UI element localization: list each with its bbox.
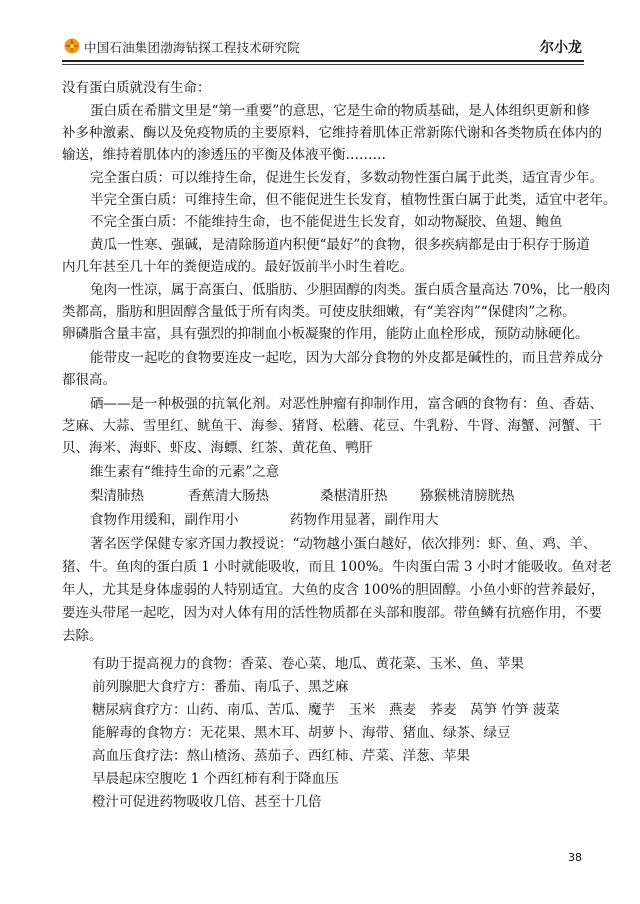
list-item: 糖尿病食疗方：山药、南瓜、苦瓜、魔芋 玉米 燕麦 荞麦 莴笋 竹笋 菠菜: [92, 702, 560, 718]
paragraph-line: 维生素有“维持生命的元素”之意: [90, 464, 280, 480]
paragraph-line: 猪、牛。鱼肉的蛋白质 1 小时就能吸收，而且 100%。牛肉蛋白需 3 小时才能吸收。鱼对老: [62, 559, 612, 575]
food-item-kiwi: 猕猴桃清膀胱热: [420, 488, 515, 504]
list-item: 早晨起床空腹吃 1 个西红柿有利于降血压: [92, 771, 339, 787]
food-item-pear: 梨清肺热: [90, 488, 144, 504]
food-item-mulberry: 桑椹清肝热: [320, 488, 388, 504]
paragraph-line: 黄瓜一性寒、强碱，是清除肠道内积便“最好”的食物，很多疾病都是由于积存于肠道: [90, 237, 590, 253]
comparison-food: 食物作用缓和，副作用小: [90, 512, 239, 528]
paragraph-line: 完全蛋白质：可以维持生命，促进生长发育，多数动物性蛋白属于此类，适宜青少年。: [90, 170, 603, 186]
paragraph-line: 硒——是一种极强的抗氧化剂。对恶性肿瘤有抑制作用，富含硒的食物有：鱼、香菇、: [90, 396, 603, 412]
section-heading: 没有蛋白质就没有生命：: [62, 80, 211, 96]
header-rule-thick: [62, 60, 584, 62]
header-rule-thin: [62, 64, 584, 65]
list-item: 橙汁可促进药物吸收几倍、甚至十几倍: [92, 794, 322, 810]
paragraph-line: 要连头带尾一起吃，因为对人体有用的活性物质都在头部和腹部。带鱼鳞有抗癌作用，不要: [62, 605, 602, 621]
paragraph-line: 内几年甚至几十年的粪便造成的。最好饭前半小时生着吃。: [62, 259, 413, 275]
paragraph-line: 输送，维持着肌体内的渗透压的平衡及体液平衡………: [62, 147, 386, 163]
paragraph-line: 能带皮一起吃的食物要连皮一起吃，因为大部分食物的外皮都是碱性的，而且营养成分: [90, 350, 603, 366]
paragraph-line: 年人，尤其是身体虚弱的人特别适宜。大鱼的皮含 100%的胆固醇。小鱼小虾的营养最好，: [62, 582, 605, 598]
paragraph-line: 兔肉一性凉，属于高蛋白、低脂肪、少胆固醇的肉类。蛋白质含量高达 70%，比一般肉: [90, 282, 611, 298]
petrochina-logo-icon: [62, 36, 82, 54]
paragraph-line: 类都高，脂肪和胆固醇含量低于所有肉类。可使皮肤细嫩，有“美容肉”“保健肉”之称。: [62, 304, 576, 320]
author-name: 尔小龙: [540, 40, 582, 56]
page-number: 38: [568, 851, 582, 864]
paragraph-line: 芝麻、大蒜、雪里红、鱿鱼干、海参、猪肾、松蘑、花豆、牛乳粉、牛肾、海蟹、河蟹、干: [62, 418, 602, 434]
list-item: 能解毒的食物方：无花果、黑木耳、胡萝卜、海带、猪血、绿茶、绿豆: [92, 725, 511, 741]
list-item: 前列腺肥大食疗方：番茄、南瓜子、黑芝麻: [92, 679, 349, 695]
page-header: [62, 34, 584, 58]
paragraph-line: 蛋白质在希腊文里是“第一重要”的意思，它是生命的物质基础，是人体组织更新和修: [90, 103, 590, 119]
organization-name: 中国石油集团渤海钻探工程技术研究院: [84, 40, 300, 55]
paragraph-line: 半完全蛋白质：可维持生命，但不能促进生长发育，植物性蛋白属于此类，适宜中老年。: [90, 192, 617, 208]
paragraph-line: 都很高。: [62, 372, 116, 388]
comparison-medicine: 药物作用显著，副作用大: [290, 512, 439, 528]
paragraph-line: 贝、海米、海虾、虾皮、海螵、红茶、黄花鱼、鸭肝: [62, 440, 373, 456]
paragraph-line: 去除。: [62, 628, 103, 644]
paragraph-line: 不完全蛋白质：不能维持生命，也不能促进生长发育，如动物凝胶、鱼翅、鲍鱼: [90, 214, 563, 230]
food-item-banana: 香蕉清大肠热: [188, 488, 269, 504]
paragraph-line: 著名医学保健专家齐国力教授说：“动物越小蛋白越好，依次排列：虾、鱼、鸡、羊、: [90, 536, 597, 552]
list-item: 高血压食疗法：熬山楂汤、蒸茄子、西红柿、芹菜、洋葱、苹果: [92, 748, 470, 764]
paragraph-line: 卵磷脂含量丰富，具有强烈的抑制血小板凝聚的作用，能防止血栓形成，预防动脉硬化。: [62, 326, 589, 342]
list-item: 有助于提高视力的食物：香菜、卷心菜、地瓜、黄花菜、玉米、鱼、苹果: [92, 656, 524, 672]
paragraph-line: 补多种激素、酶以及免疫物质的主要原料，它维持着肌体正常新陈代谢和各类物质在体内的: [62, 125, 602, 141]
